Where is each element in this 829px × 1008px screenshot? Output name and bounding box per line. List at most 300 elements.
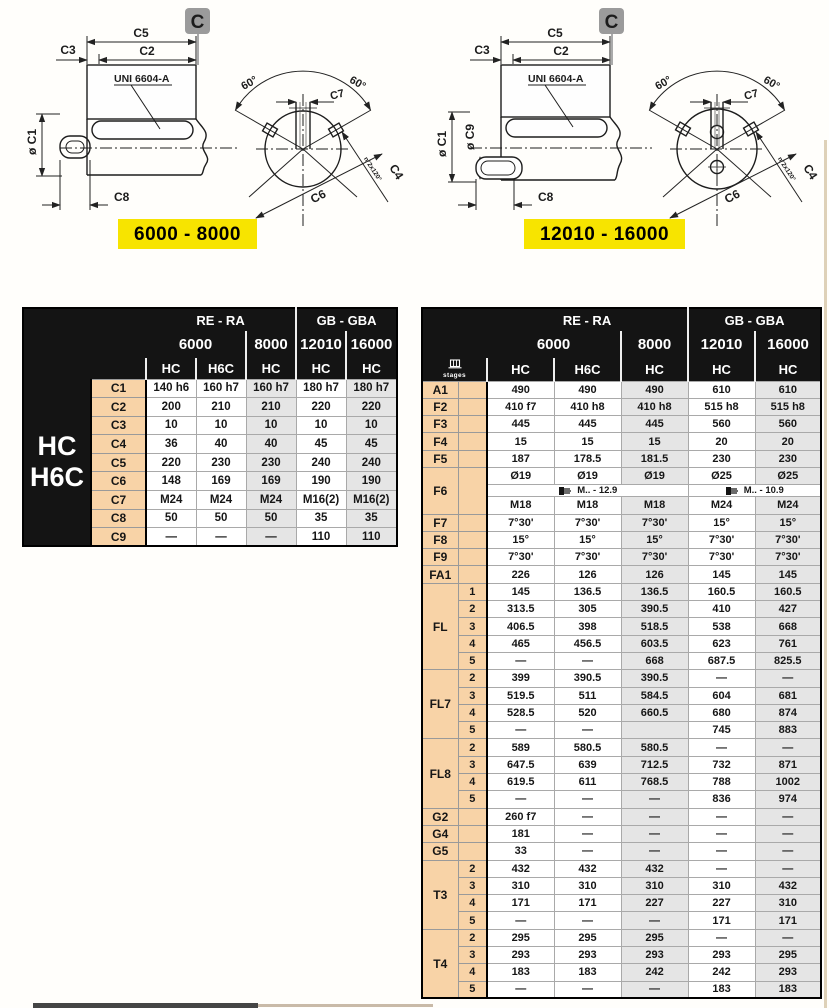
value-cell: — [554, 652, 621, 669]
value-cell: 490 [621, 381, 688, 398]
bolt-class-text: M.. - 10.9 [743, 485, 784, 497]
row-group-label: T4 [422, 929, 458, 998]
value-cell: 490 [487, 381, 554, 398]
value-cell: 836 [688, 791, 755, 808]
value-cell: 560 [688, 416, 755, 433]
value-cell: 874 [755, 704, 821, 721]
value-cell: 293 [554, 947, 621, 964]
value-cell: 190 [346, 472, 397, 491]
value-cell: 445 [621, 416, 688, 433]
value-cell: 110 [346, 528, 397, 547]
value-cell: 160.5 [755, 583, 821, 600]
value-cell: 7°30' [487, 549, 554, 566]
value-cell: 390.5 [554, 670, 621, 687]
row-group-label: F9 [422, 549, 458, 566]
value-cell: 242 [621, 964, 688, 981]
value-cell: 687.5 [688, 652, 755, 669]
row-group-label: G5 [422, 843, 458, 860]
value-cell: 295 [487, 929, 554, 946]
value-cell: M24 [196, 491, 246, 510]
dim-60deg-right: 60° [761, 74, 782, 93]
value-cell: 619.5 [487, 774, 554, 791]
value-cell: 35 [296, 509, 346, 528]
stage-number: 3 [458, 756, 487, 773]
badge-letter: C [604, 12, 619, 33]
value-cell: 40 [246, 435, 296, 454]
series-group-label-line: HC [37, 431, 77, 462]
value-cell: 230 [196, 453, 246, 472]
value-cell: — [554, 981, 621, 998]
value-cell: 15° [487, 531, 554, 548]
table-row [422, 687, 821, 704]
table-row [422, 416, 821, 433]
value-cell: — [688, 739, 755, 756]
c-dimensions-body [23, 379, 397, 546]
value-cell: 647.5 [487, 756, 554, 773]
cropped-next-section-strip [33, 1003, 258, 1008]
value-cell: M24 [246, 491, 296, 510]
value-cell: 171 [688, 912, 755, 929]
value-cell: — [196, 528, 246, 547]
dim-c6: C6 [308, 186, 329, 207]
value-cell: 410 h8 [554, 398, 621, 415]
value-cell: 36 [146, 435, 196, 454]
dimension-labels [25, 26, 407, 206]
value-cell: 7°30' [554, 549, 621, 566]
series-header-gb-gba: GB - GBA [688, 308, 821, 331]
table-row [422, 670, 821, 687]
row-label: C3 [91, 416, 146, 435]
value-cell: 825.5 [755, 652, 821, 669]
mounting-dimensions-table [421, 307, 822, 999]
value-cell: 511 [554, 687, 621, 704]
stage-number: 5 [458, 791, 487, 808]
value-cell: 169 [196, 472, 246, 491]
dim-n2x120: n°2x120° [775, 155, 797, 183]
row-group-label: FL7 [422, 670, 458, 739]
value-cell: 604 [688, 687, 755, 704]
dim-c2: C2 [553, 44, 569, 58]
value-cell: 145 [487, 583, 554, 600]
table-row [422, 722, 821, 739]
value-cell: 45 [346, 435, 397, 454]
value-cell: 456.5 [554, 635, 621, 652]
value-cell: 427 [755, 601, 821, 618]
end-view-centerlines [256, 94, 350, 227]
row-label: C7 [91, 491, 146, 510]
value-cell: 390.5 [621, 601, 688, 618]
value-cell: 465 [487, 635, 554, 652]
row-label: C1 [91, 379, 146, 398]
value-cell: 220 [146, 453, 196, 472]
value-cell: 180 h7 [296, 379, 346, 398]
value-cell: 519.5 [487, 687, 554, 704]
value-cell: — [621, 912, 688, 929]
stage-cell [458, 398, 487, 415]
dim-c3: C3 [60, 43, 76, 57]
value-cell: Ø25 [688, 467, 755, 484]
row-group-label: F7 [422, 514, 458, 531]
stage-number: 2 [458, 860, 487, 877]
value-cell: 50 [196, 509, 246, 528]
row-group-label: FA1 [422, 566, 458, 583]
variant-header: H6C [554, 358, 621, 381]
value-cell: 310 [621, 877, 688, 894]
value-cell: 745 [688, 722, 755, 739]
table-row [422, 774, 821, 791]
value-cell: 7°30' [621, 514, 688, 531]
value-cell: 226 [487, 566, 554, 583]
series-header-gb-gba: GB - GBA [296, 308, 397, 331]
stage-cell [458, 416, 487, 433]
table-row [422, 825, 821, 842]
value-cell: — [621, 825, 688, 842]
value-cell: 295 [554, 929, 621, 946]
value-cell: 7°30' [755, 531, 821, 548]
stage-number: 2 [458, 670, 487, 687]
stage-number: 5 [458, 722, 487, 739]
table-row [23, 308, 397, 331]
value-cell: 171 [487, 895, 554, 912]
value-cell: 310 [688, 877, 755, 894]
value-cell: 20 [688, 433, 755, 450]
table-row [422, 981, 821, 998]
stage-number: 4 [458, 704, 487, 721]
value-cell: 220 [346, 398, 397, 417]
row-group-label: F4 [422, 433, 458, 450]
size-header: 6000 [146, 331, 246, 358]
table-row [422, 843, 821, 860]
stage-cell [458, 514, 487, 531]
cropped-next-section-strip-light [258, 1004, 433, 1007]
dim-c2: C2 [139, 44, 155, 58]
value-cell: — [688, 670, 755, 687]
value-cell: 410 h8 [621, 398, 688, 415]
value-cell: 260 f7 [487, 808, 554, 825]
bolt-class-cell [688, 485, 821, 497]
value-cell: 410 [688, 601, 755, 618]
value-cell: 313.5 [487, 601, 554, 618]
value-cell: 310 [487, 877, 554, 894]
dim-c1: ø C1 [25, 128, 39, 156]
stages-label: stages [443, 372, 466, 379]
mounting-dimensions-body [422, 381, 821, 998]
value-cell: 293 [621, 947, 688, 964]
value-cell: 432 [621, 860, 688, 877]
value-cell: 40 [196, 435, 246, 454]
table-row [422, 618, 821, 635]
value-cell: 210 [196, 398, 246, 417]
value-cell: M24 [688, 497, 755, 514]
value-cell: 160 h7 [246, 379, 296, 398]
stage-cell [458, 531, 487, 548]
value-cell: M24 [146, 491, 196, 510]
stage-cell [458, 843, 487, 860]
stage-number: 2 [458, 601, 487, 618]
dim-c5: C5 [133, 26, 149, 40]
row-group-label: G4 [422, 825, 458, 842]
stage-number: 1 [458, 583, 487, 600]
value-cell: 310 [554, 877, 621, 894]
value-cell: 680 [688, 704, 755, 721]
value-cell: 227 [688, 895, 755, 912]
value-cell: 589 [487, 739, 554, 756]
table-row [422, 964, 821, 981]
series-header-re-ra: RE - RA [487, 308, 688, 331]
row-group-label: FL [422, 583, 458, 669]
value-cell: M18 [554, 497, 621, 514]
value-cell: 181 [487, 825, 554, 842]
value-cell: 183 [688, 981, 755, 998]
value-cell: 160 h7 [196, 379, 246, 398]
value-cell: 7°30' [688, 531, 755, 548]
row-group-label: F6 [422, 467, 458, 514]
table-row [422, 398, 821, 415]
table-row [422, 467, 821, 484]
stage-cell [458, 381, 487, 398]
value-cell: 398 [554, 618, 621, 635]
value-cell: — [487, 791, 554, 808]
dim-c8: C8 [114, 190, 130, 204]
stage-number: 3 [458, 947, 487, 964]
section-badge [599, 8, 624, 65]
value-cell: 580.5 [621, 739, 688, 756]
value-cell: Ø19 [487, 467, 554, 484]
value-cell: 230 [246, 453, 296, 472]
c-dimensions-table [22, 307, 398, 547]
size-header: 12010 [688, 331, 755, 358]
table-row [422, 583, 821, 600]
stage-cell [458, 433, 487, 450]
value-cell: 181.5 [621, 450, 688, 467]
series-group-label-line: H6C [29, 462, 84, 493]
value-cell: 560 [755, 416, 821, 433]
stage-cell [458, 808, 487, 825]
dim-c7: C7 [743, 87, 760, 103]
stages-header [422, 358, 487, 381]
value-cell: 390.5 [621, 670, 688, 687]
series-header-re-ra: RE - RA [146, 308, 296, 331]
stage-cell [458, 467, 487, 514]
stage-number: 5 [458, 981, 487, 998]
table-row [422, 877, 821, 894]
value-cell: 145 [755, 566, 821, 583]
value-cell: — [554, 722, 621, 739]
section-badge [185, 8, 210, 65]
value-cell: 623 [688, 635, 755, 652]
stage-number: 4 [458, 895, 487, 912]
value-cell: 136.5 [554, 583, 621, 600]
value-cell: — [755, 929, 821, 946]
value-cell: 230 [755, 450, 821, 467]
value-cell: — [246, 528, 296, 547]
value-cell: 160.5 [688, 583, 755, 600]
table-corner [422, 308, 487, 358]
value-cell: — [554, 912, 621, 929]
value-cell: 15 [554, 433, 621, 450]
size-header: 8000 [246, 331, 296, 358]
value-cell: 490 [554, 381, 621, 398]
value-cell: 580.5 [554, 739, 621, 756]
value-cell: 240 [346, 453, 397, 472]
bolt-icon [558, 486, 572, 496]
table-row [422, 947, 821, 964]
table-row [422, 756, 821, 773]
value-cell: M18 [621, 497, 688, 514]
variant-header: HC [487, 358, 554, 381]
stage-number: 2 [458, 929, 487, 946]
dim-c3: C3 [474, 43, 490, 57]
value-cell: 406.5 [487, 618, 554, 635]
size-range-caption-right: 12010 - 16000 [524, 219, 685, 249]
value-cell: 445 [487, 416, 554, 433]
variant-header: HC [755, 358, 821, 381]
value-cell: — [146, 528, 196, 547]
value-cell: 180 h7 [346, 379, 397, 398]
stage-number: 3 [458, 618, 487, 635]
value-cell: — [487, 981, 554, 998]
value-cell: — [688, 843, 755, 860]
value-cell: 50 [246, 509, 296, 528]
value-cell: 610 [688, 381, 755, 398]
value-cell: — [487, 652, 554, 669]
value-cell: Ø19 [621, 467, 688, 484]
value-cell: 7°30' [688, 549, 755, 566]
value-cell: 528.5 [487, 704, 554, 721]
value-cell: 15° [621, 531, 688, 548]
value-cell: 310 [755, 895, 821, 912]
value-cell: 432 [554, 860, 621, 877]
drawing-shaft-6000-8000 [4, 2, 410, 254]
value-cell: 110 [296, 528, 346, 547]
value-cell: — [554, 791, 621, 808]
variant-header: HC [246, 358, 296, 379]
value-cell: 520 [554, 704, 621, 721]
table-row [422, 358, 821, 381]
size-range-caption-left: 6000 - 8000 [118, 219, 257, 249]
value-cell: 295 [621, 929, 688, 946]
value-cell: — [554, 843, 621, 860]
value-cell: 712.5 [621, 756, 688, 773]
value-cell: — [487, 722, 554, 739]
value-cell: 10 [246, 416, 296, 435]
dim-60deg-right: 60° [347, 74, 368, 93]
table-row [422, 549, 821, 566]
table-row [422, 514, 821, 531]
value-cell: 50 [146, 509, 196, 528]
value-cell: 410 f7 [487, 398, 554, 415]
value-cell: 33 [487, 843, 554, 860]
value-cell: 761 [755, 635, 821, 652]
value-cell: 15 [621, 433, 688, 450]
value-cell: 140 h6 [146, 379, 196, 398]
value-cell: 610 [755, 381, 821, 398]
table-row [422, 860, 821, 877]
value-cell: — [688, 929, 755, 946]
dim-c7: C7 [329, 87, 346, 103]
table-corner [23, 308, 146, 379]
value-cell: — [688, 825, 755, 842]
value-cell: — [621, 791, 688, 808]
value-cell: M16(2) [296, 491, 346, 510]
value-cell: 15 [487, 433, 554, 450]
badge-letter: C [190, 12, 205, 33]
value-cell: 974 [755, 791, 821, 808]
stage-cell [458, 450, 487, 467]
table-row [422, 791, 821, 808]
shaft-side-and-end-view-6000-8000 [4, 2, 410, 254]
row-label: C2 [91, 398, 146, 417]
bolt-icon [725, 486, 739, 496]
end-view-centerlines [670, 94, 764, 227]
stage-number: 2 [458, 739, 487, 756]
table-row [422, 808, 821, 825]
value-cell: M16(2) [346, 491, 397, 510]
value-cell: 732 [688, 756, 755, 773]
value-cell: M18 [487, 497, 554, 514]
value-cell: 611 [554, 774, 621, 791]
value-cell: 126 [554, 566, 621, 583]
value-cell: 190 [296, 472, 346, 491]
stage-cell [458, 566, 487, 583]
value-cell: 7°30' [554, 514, 621, 531]
series-group-label [23, 379, 91, 546]
value-cell [621, 722, 688, 739]
value-cell: — [554, 825, 621, 842]
value-cell: 295 [755, 947, 821, 964]
value-cell: 660.5 [621, 704, 688, 721]
variant-header: HC [346, 358, 397, 379]
value-cell: 183 [554, 964, 621, 981]
value-cell: 10 [296, 416, 346, 435]
table-row [422, 635, 821, 652]
stage-cell [458, 825, 487, 842]
value-cell: 183 [755, 981, 821, 998]
value-cell: — [688, 808, 755, 825]
table-row [422, 381, 821, 398]
value-cell: 171 [755, 912, 821, 929]
value-cell: 20 [755, 433, 821, 450]
value-cell: M24 [755, 497, 821, 514]
value-cell: — [487, 912, 554, 929]
value-cell: 293 [688, 947, 755, 964]
value-cell: 183 [487, 964, 554, 981]
bolt-class-text: M.. - 12.9 [577, 485, 618, 497]
stage-number: 5 [458, 912, 487, 929]
value-cell: 445 [554, 416, 621, 433]
value-cell: 668 [621, 652, 688, 669]
value-cell: 538 [688, 618, 755, 635]
value-cell: Ø25 [755, 467, 821, 484]
value-cell: 10 [196, 416, 246, 435]
row-group-label: F8 [422, 531, 458, 548]
size-header: 8000 [621, 331, 688, 358]
variant-header: HC [146, 358, 196, 379]
value-cell: 7°30' [621, 549, 688, 566]
value-cell: 242 [688, 964, 755, 981]
value-cell: — [755, 843, 821, 860]
table-row [422, 739, 821, 756]
stage-cell [458, 549, 487, 566]
value-cell: 788 [688, 774, 755, 791]
value-cell: 45 [296, 435, 346, 454]
table-row [422, 566, 821, 583]
value-cell: — [755, 670, 821, 687]
variant-header: HC [688, 358, 755, 381]
row-group-label: G2 [422, 808, 458, 825]
row-label: C9 [91, 528, 146, 547]
value-cell: 15° [755, 514, 821, 531]
